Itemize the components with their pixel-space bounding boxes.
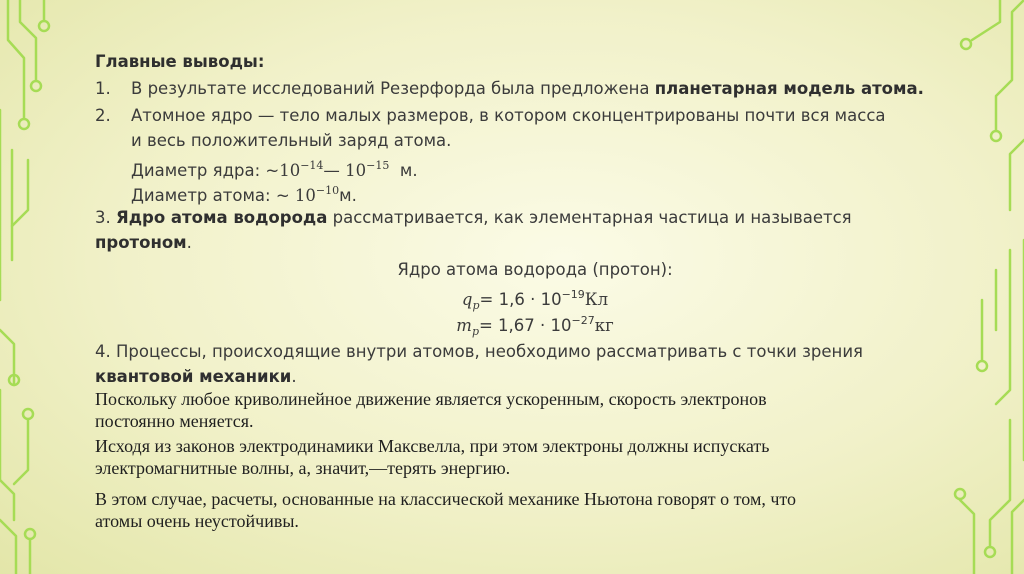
proton-charge: $q_p= 1,6 \cdot 10^{-19}Кл$ — [461, 288, 609, 312]
conclusion-item-3: 3. Ядро атома водорода рассматривается, как элементарная частица и называется — [95, 208, 852, 227]
conclusion-item-3-cont: протоном. — [95, 233, 192, 252]
atom-diameter: Диаметр атома: ~ $10^{-10}м$. — [131, 184, 357, 205]
conclusion-item-4: 4. Процессы, происходящие внутри атомов, необходимо рассматривать с точки зрения — [95, 342, 863, 361]
nucleus-diameter: Диаметр ядра: $\sim 10^{-14}—$ $10^{-15}$ м. — [131, 159, 418, 180]
item-number: 1. — [95, 79, 111, 98]
proton-heading: Ядро атома водорода (протон): — [397, 260, 673, 279]
item-text: В результате исследований Резерфорда была предложена — [131, 79, 655, 98]
conclusion-item-4-cont: квантовой механики. — [95, 367, 297, 386]
proton-mass: $m_p= 1,67 \cdot 10^{-27}кг$ — [456, 314, 614, 338]
paragraph-newton: В этом случае, расчеты, основанные на классической механике Ньютона говорят о том, что атомы очень неустойчивы. — [95, 489, 797, 531]
conclusion-item-1 — [95, 79, 924, 99]
conclusion-item-2 — [95, 106, 886, 126]
item-text: Атомное ядро — тело малых размеров, в котором сконцентрированы почти вся масса — [131, 106, 886, 125]
item-bold: планетарная модель атома. — [654, 79, 924, 98]
conclusion-item-2-cont: и весь положительный заряд атома. — [131, 131, 452, 150]
paragraph-accelerated-motion: Поскольку любое криволинейное движение является ускоренным, скорость электронов постоянно меняется. — [95, 389, 767, 431]
paragraph-maxwell: Исходя из законов электродинамики Максвелла, при этом электроны должны испускать электромагнитные волны, а, значит,—терять энергию. — [95, 436, 770, 478]
item-number: 2. — [95, 106, 111, 125]
slide-title: Главные выводы: — [95, 52, 265, 71]
